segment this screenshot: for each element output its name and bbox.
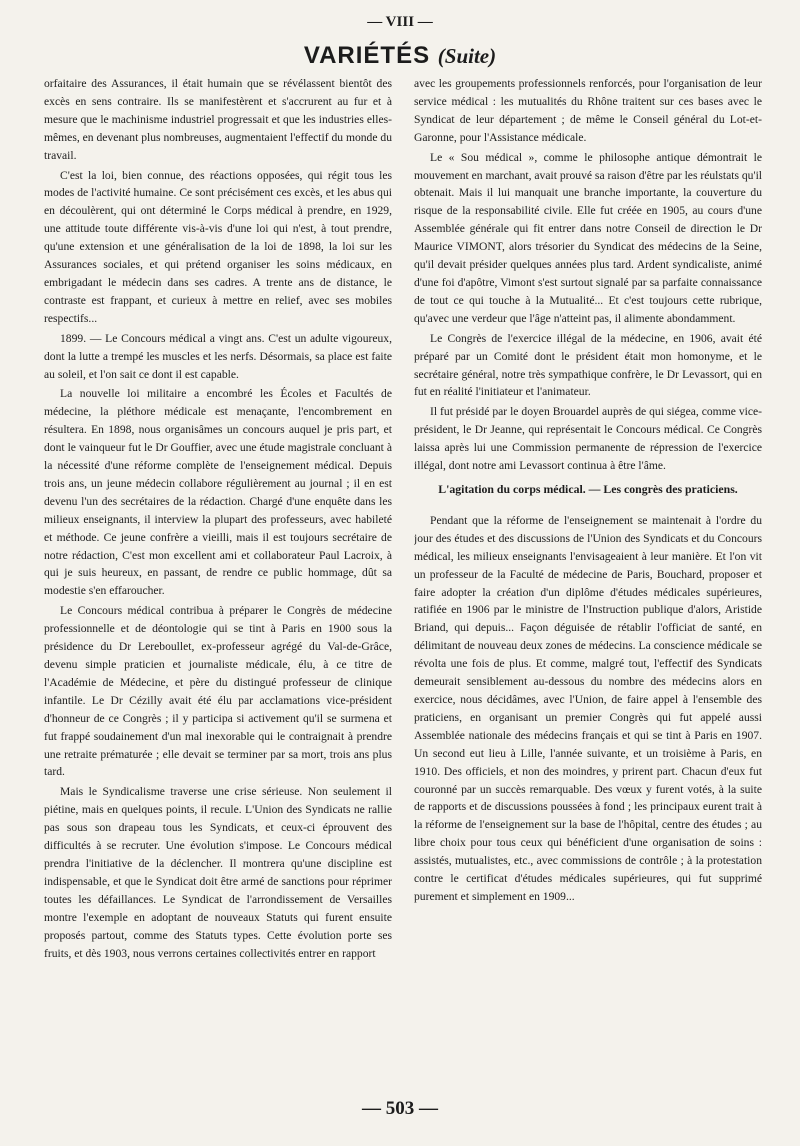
- section-title-text: VARIÉTÉS: [303, 42, 431, 69]
- paragraph: avec les groupements professionnels renforcés, pour l'organisation de leur service médical : les mutualités du Rhône traitent sur ces bases avec le Syndicat de leur département ; de même le Conseil général du Lot-et-Garonne, pour l'Assistance médicale.: [414, 77, 762, 144]
- paragraph: Il fut présidé par le doyen Brouardel auprès de qui siégea, comme vice-président, le Dr Jeanne, qui représentait le Concours médical. Ce Congrès laissa après lui une Commission permanente de répression de l'exercice illégal, dont notre ami Levassort continua à être l'âme.: [414, 405, 762, 473]
- left-column: [44, 75, 392, 1095]
- subheading: L'agitation du corps médical. — Les congrès des praticiens.: [438, 481, 738, 496]
- paragraph: C'est la loi, bien connue, des réactions opposées, qui régit tous les modes de l'activité humaine. Ce sont précisément ces excès, et les abus qui en découlèrent, qui ont déterminé le Corps médical à prendre, en 1929, une attitude toute différente vis-à-vis d'une loi qui n'est, à tout prendre, qu'une extension et une généralisation de la loi de 1898, la loi sur les Assurances sociales, et qui prétend organiser les soins médicaux, en embrigadant le médecin dans ses cadres. A trente ans de distance, le contraste est frappant, et curieux à mettre en relief, avec ses mobiles respectifs...: [44, 168, 392, 325]
- paragraph: La nouvelle loi militaire a encombré les Écoles et Facultés de médecine, la pléthore médicale est menaçante, l'encombrement en résultera. En 1898, nous organisâmes un concours auquel je pris part, et dont le vainqueur fut le Dr Gouffier, avec une étude magistrale concluant à la nécessité d'une réforme complète de l'enseignement médical. Depuis trois ans, un jeune médecin collabore régulièrement au journal ; il en est devenu l'un des secrétaires de la rédaction. Chargé d'une enquête dans les milieux enseignants, il interview la plupart des professeurs, avec habileté et méthode. Ce jeune confrère a vieilli, mais il est toujours secrétaire de notre rédaction, C'est mon excellent ami et collaborateur Paul Lacroix, à qui je suis heureux, en passant, de rendre ce public hommage, dût sa modestie s'en effaroucher.: [44, 387, 392, 598]
- section-title-suite: (Suite): [437, 44, 497, 68]
- paragraph: orfaitaire des Assurances, il était humain que se révélassent bientôt des excès en sens contraire. Ils se manifestèrent et s'accrurent au fur et à mesure que le machinisme industriel progressait et que les industries elles-mêmes, en devenant plus nombreuses, augmentaient l'effectif du monde du travail.: [44, 77, 392, 162]
- section-title: [0, 42, 800, 70]
- paragraph: Le Congrès de l'exercice illégal de la médecine, en 1906, avait été préparé par un Comité dont le président était mon homonyme, et le secrétaire général, notre très sympathique confrère, le Dr Levassort, qui en fut en réalité l'initiateur et l'animateur.: [414, 331, 762, 399]
- page-number: — 503 —: [362, 1098, 438, 1119]
- paragraph: Le Concours médical contribua à préparer le Congrès de médecine professionnelle et de déontologie qui se tint à Paris en 1900 sous la présidence du Dr Lereboullet, ex-professeur agrégé du Val-de-Grâce, devenu simple praticien et journaliste médicale, élu, à ce titre de l'Académie de Médecine, et père du distingué professeur de clinique infantile. Le Dr Cézilly avait été élu par acclamations vice-président d'honneur de ce Congrès ; il y participa si activement qu'il se surmena et fut frappé soudainement d'un mal inexorable qui le contraignait à prendre une retraite prématurée ; elle devait se terminer par sa mort, trois ans plus tard.: [44, 604, 392, 779]
- paragraph: Pendant que la réforme de l'enseignement se maintenait à l'ordre du jour des études et des discussions de l'Union des Syndicats et du Concours médical, les milieux enseignants l'envisageaient à leur manière. Et l'on vit un professeur de la Faculté de médecine de Paris, Bouchard, proposer et faire adopter la création d'un diplôme d'études médicales supérieures, ratifiée en 1906 par le ministre de l'Instruction publique d'alors, Aristide Briand, qui depuis... Façon déguisée de rétablir l'officiat de santé, en délimitant de nouveau deux zones de médecins. La conscience médicale se révolta une fois de plus. Et comme, malgré tout, l'effectif des Syndicats demeurait sensiblement au-dessous du nombre des médecins alors en exercice, nous décidâmes, avec l'Union, de faire appel à l'ensemble des praticiens, en organisant un premier Congrès qui fut appelé aussi Assemblée nationale des médecins français et qui se tint à Paris en 1907. Un second eut lieu à Lille, l'année suivante, et un troisième à Paris, en 1910. Des officiels, et non des moindres, y prirent part. Chacun d'eux fut couronné par un succès remarquable. Des vœux y furent votés, à la suite de rapports et de discussions poussées à fond ; les principaux eurent trait à la réforme de l'enseignement sur la base de l'hôpital, centre des études ; au libre choix pour tous ceux qui bénéficient d'une organisation de soins : assistés, mutualistes, etc., avec commissions de contrôle ; à la protestation contre le certificat d'études médicales supérieures, qui fut supprimé purement et simplement en 1909...: [414, 513, 762, 903]
- paragraph: 1899. — Le Concours médical a vingt ans. C'est un adulte vigoureux, dont la lutte a trempé les muscles et les nerfs. Désormais, sa place est faite au soleil, et l'on sait ce dont il est capable.: [44, 331, 392, 381]
- paragraph: Le « Sou médical », comme le philosophe antique démontrait le mouvement en marchant, avait prouvé sa raison d'être par les réulstats qu'il obtenait. Mais il lui manquait une branche importante, la couverture du risque de la responsabilité civile. Elle fut créée en 1905, au cours d'une Assemblée générale qui fit entrer dans notre Conseil de direction le Dr Maurice VIMONT, alors trésorier du Syndicat des médecins de la Seine, qu'il devait présider quelques années plus tard. Ardent syndicaliste, animé d'une foi d'apôtre, Vimont s'est surtout signalé par sa parfaite connaissance de tout ce qui touche à la Mutualité... Et c'est toujours cette rubrique, qu'avec une verdeur que l'âge n'atteint pas, il alimente abondamment.: [414, 150, 762, 325]
- right-column: [414, 75, 762, 1095]
- folio-roman-numeral: — VIII —: [367, 14, 433, 30]
- paragraph: Mais le Syndicalisme traverse une crise sérieuse. Non seulement il piétine, mais en quelques points, il recule. L'Union des Syndicats ne rallie pas sous son drapeau tous les Syndicats, et ceux-ci éprouvent des difficultés à se recruter. Une évolution s'impose. Le Concours médical prendra l'initiative de la déclencher. Il montrera qu'une discipline est indispensable, et que le Syndicat doit être armé de sanctions pour réprimer toutes les défaillances. Le Syndicat de l'arrondissement de Versailles montre l'exemple en adoptant de nouveaux Statuts qui furent ensuite proposés partout, comme des Statuts types. Cette évolution porte ses fruits, et dès 1903, nous verrons certaines collectivités entrer en rapport: [44, 785, 392, 960]
